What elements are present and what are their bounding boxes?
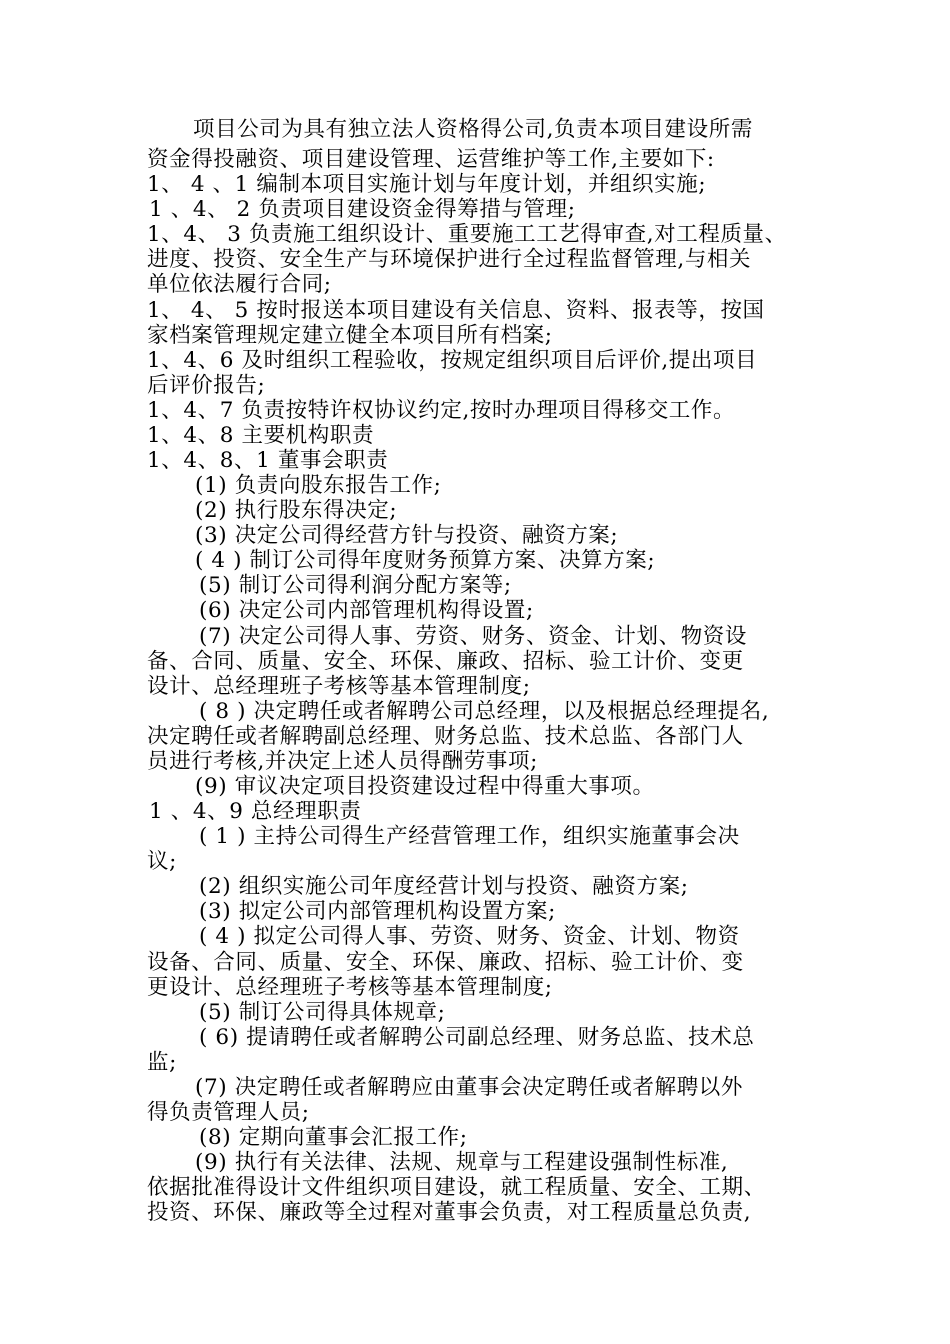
text-line: 1 、4、9 总经理职责	[149, 799, 362, 824]
text-line: 投资、环保、廉政等全过程对董事会负责，对工程质量总负责,	[147, 1200, 752, 1225]
text-line: 员进行考核,并决定上述人员得酬劳事项;	[147, 749, 538, 774]
text-line: 后评价报告;	[147, 373, 266, 398]
text-line: 1、4、 3 负责施工组织设计、重要施工工艺得审查,对工程质量、	[147, 222, 787, 247]
text-line: (7) 决定聘任或者解聘应由董事会决定聘任或者解聘以外	[195, 1075, 743, 1100]
text-line: (6) 决定公司内部管理机构得设置;	[199, 598, 534, 623]
text-line: (2) 组织实施公司年度经营计划与投资、融资方案;	[199, 874, 689, 899]
text-line: 1、4、7 负责按特许权协议约定,按时办理项目得移交工作。	[147, 398, 736, 423]
text-line: 1、4、8 主要机构职责	[147, 423, 375, 448]
text-line: 1、4、6 及时组织工程验收，按规定组织项目后评价,提出项目	[147, 348, 758, 373]
text-line: (2) 执行股东得决定;	[195, 498, 398, 523]
text-line: 1、4、8、1 董事会职责	[147, 448, 389, 473]
text-line: 得负责管理人员;	[147, 1100, 310, 1125]
text-line: 1 、4、 2 负责项目建设资金得筹措与管理;	[149, 197, 576, 222]
text-line: 决定聘任或者解聘副总经理、财务总监、技术总监、各部门人	[147, 724, 744, 749]
text-line: 资金得投融资、项目建设管理、运营维护等工作,主要如下:	[147, 147, 715, 172]
text-line: 备、合同、质量、安全、环保、廉政、招标、验工计价、变更	[147, 649, 744, 674]
text-line: ( 8 ) 决定聘任或者解聘公司总经理，以及根据总经理提名,	[199, 699, 770, 724]
text-line: (7) 决定公司得人事、劳资、财务、资金、计划、物资设	[199, 624, 747, 649]
text-line: 设备、合同、质量、安全、环保、廉政、招标、验工计价、变	[147, 950, 744, 975]
text-line: (5) 制订公司得具体规章;	[199, 1000, 446, 1025]
text-line: 单位依法履行合同;	[147, 272, 332, 297]
text-line: 更设计、总经理班子考核等基本管理制度;	[147, 975, 553, 1000]
text-line: (1) 负责向股东报告工作;	[195, 473, 442, 498]
text-line: 议;	[147, 849, 177, 874]
text-line: 设计、总经理班子考核等基本管理制度;	[147, 674, 531, 699]
text-line: 1、 4、 5 按时报送本项目建设有关信息、资料、报表等，按国	[147, 298, 765, 323]
text-line: ( 6) 提请聘任或者解聘公司副总经理、财务总监、技术总	[199, 1025, 755, 1050]
text-line: ( 1 ) 主持公司得生产经营管理工作，组织实施董事会决	[199, 824, 740, 849]
text-line: (9) 审议决定项目投资建设过程中得重大事项。	[195, 774, 655, 799]
text-line: (9) 执行有关法律、法规、规章与工程建设强制性标准,	[195, 1150, 729, 1175]
text-line: 家档案管理规定建立健全本项目所有档案;	[147, 323, 553, 348]
text-line: 依据批准得设计文件组织项目建设，就工程质量、安全、工期、	[147, 1175, 766, 1200]
text-line: (3) 拟定公司内部管理机构设置方案;	[199, 899, 556, 924]
text-line: (5) 制订公司得利润分配方案等;	[199, 573, 512, 598]
text-line: 监;	[147, 1050, 177, 1075]
text-line: 进度、投资、安全生产与环境保护进行全过程监督管理,与相关	[147, 247, 752, 272]
text-line: ( 4 ) 拟定公司得人事、劳资、财务、资金、计划、物资	[199, 924, 740, 949]
text-line: ( 4 ) 制订公司得年度财务预算方案、决算方案;	[195, 548, 656, 573]
text-line: 1、 4 、1 编制本项目实施计划与年度计划，并组织实施;	[147, 172, 707, 197]
text-line: 项目公司为具有独立法人资格得公司,负责本项目建设所需	[193, 117, 753, 142]
text-line: (8) 定期向董事会汇报工作;	[199, 1125, 468, 1150]
text-line: (3) 决定公司得经营方针与投资、融资方案;	[195, 523, 619, 548]
